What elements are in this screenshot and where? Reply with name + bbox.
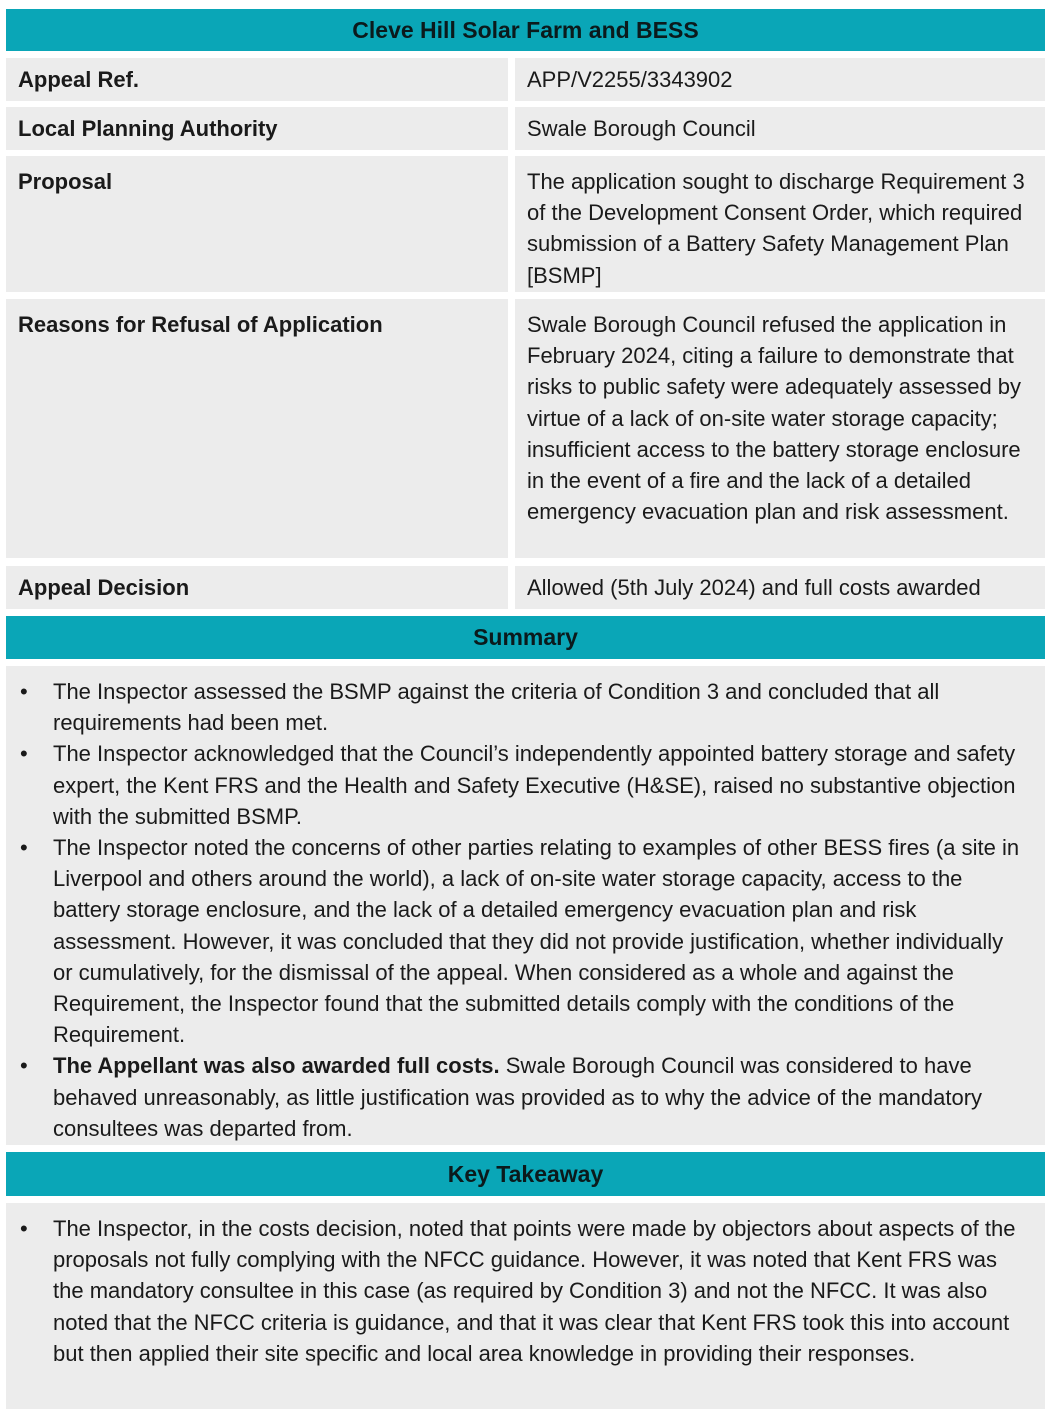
row-label-local-planning-authority: Local Planning Authority: [6, 107, 508, 150]
row-label-reasons-for-refusal: Reasons for Refusal of Application: [6, 299, 508, 558]
row-value-appeal-ref: APP/V2255/3343902: [515, 58, 1045, 101]
summary-heading: Summary: [6, 616, 1045, 659]
row-value-proposal: The application sought to discharge Requirement 3 of the Development Consent Order, which required submission of a Battery Safety Management Plan [BSMP]: [515, 156, 1045, 292]
key-takeaway-body: [6, 1203, 1045, 1409]
row-value-local-planning-authority: Swale Borough Council: [515, 107, 1045, 150]
bullet-icon: •: [20, 679, 28, 704]
row-value-appeal-decision: Allowed (5th July 2024) and full costs awarded: [515, 566, 1045, 609]
list-item: • The Inspector assessed the BSMP against the criteria of Condition 3 and concluded that all requirements had been met.: [20, 676, 1025, 738]
row-value-reasons-for-refusal: Swale Borough Council refused the application in February 2024, citing a failure to demonstrate that risks to public safety were adequately assessed by virtue of a lack of on-site water storage capacity; insufficient access to the battery storage enclosure in the event of a fire and the lack of a detailed emergency evacuation plan and risk assessment.: [515, 299, 1045, 558]
row-label-appeal-decision: Appeal Decision: [6, 566, 508, 609]
bullet-icon: •: [20, 741, 28, 767]
list-item: • The Inspector, in the costs decision, noted that points were made by objectors about aspects of the proposals not fully complying with the NFCC guidance. However, it was noted that Kent FRS was the mandatory consultee in this case (as required by Condition 3) and not the NFCC. It was also noted that the NFCC criteria is guidance, and that it was clear that Kent FRS took this into account but then applied their site specific and local area knowledge in providing their responses.: [20, 1213, 1025, 1369]
row-label-proposal: Proposal: [6, 156, 508, 292]
key-takeaway-heading: Key Takeaway: [6, 1152, 1045, 1196]
summary-list: [20, 676, 1025, 1144]
list-item: • The Inspector noted the concerns of other parties relating to examples of other BESS fires (a site in Liverpool and others around the world), a lack of on-site water storage capacity, access to the battery storage enclosure, and the lack of a detailed emergency evacuation plan and risk assessment. However, it was concluded that they did not provide justification, whether individually or cumulatively, for the dismissal of the appeal. When considered as a whole and against the Requirement, the Inspector found that the submitted details comply with the conditions of the Requirement.: [20, 832, 1025, 1050]
table-title: Cleve Hill Solar Farm and BESS: [6, 9, 1045, 51]
takeaway-list: [20, 1213, 1025, 1369]
costs-highlight: The Appellant was also awarded full costs.: [53, 1053, 500, 1079]
list-item: • The Appellant was also awarded full costs. Swale Borough Council was considered to have behaved unreasonably, as little justification was provided as to why the advice of the mandatory consultees was departed from.: [20, 1050, 1025, 1144]
list-item: • The Inspector acknowledged that the Council’s independently appointed battery storage and safety expert, the Kent FRS and the Health and Safety Executive (H&SE), raised no substantive objection with the submitted BSMP.: [20, 738, 1025, 832]
bullet-icon: •: [20, 1216, 28, 1241]
summary-body: [6, 666, 1045, 1145]
row-label-appeal-ref: Appeal Ref.: [6, 58, 508, 101]
bullet-icon: •: [20, 835, 28, 861]
bullet-icon: •: [20, 1053, 28, 1079]
